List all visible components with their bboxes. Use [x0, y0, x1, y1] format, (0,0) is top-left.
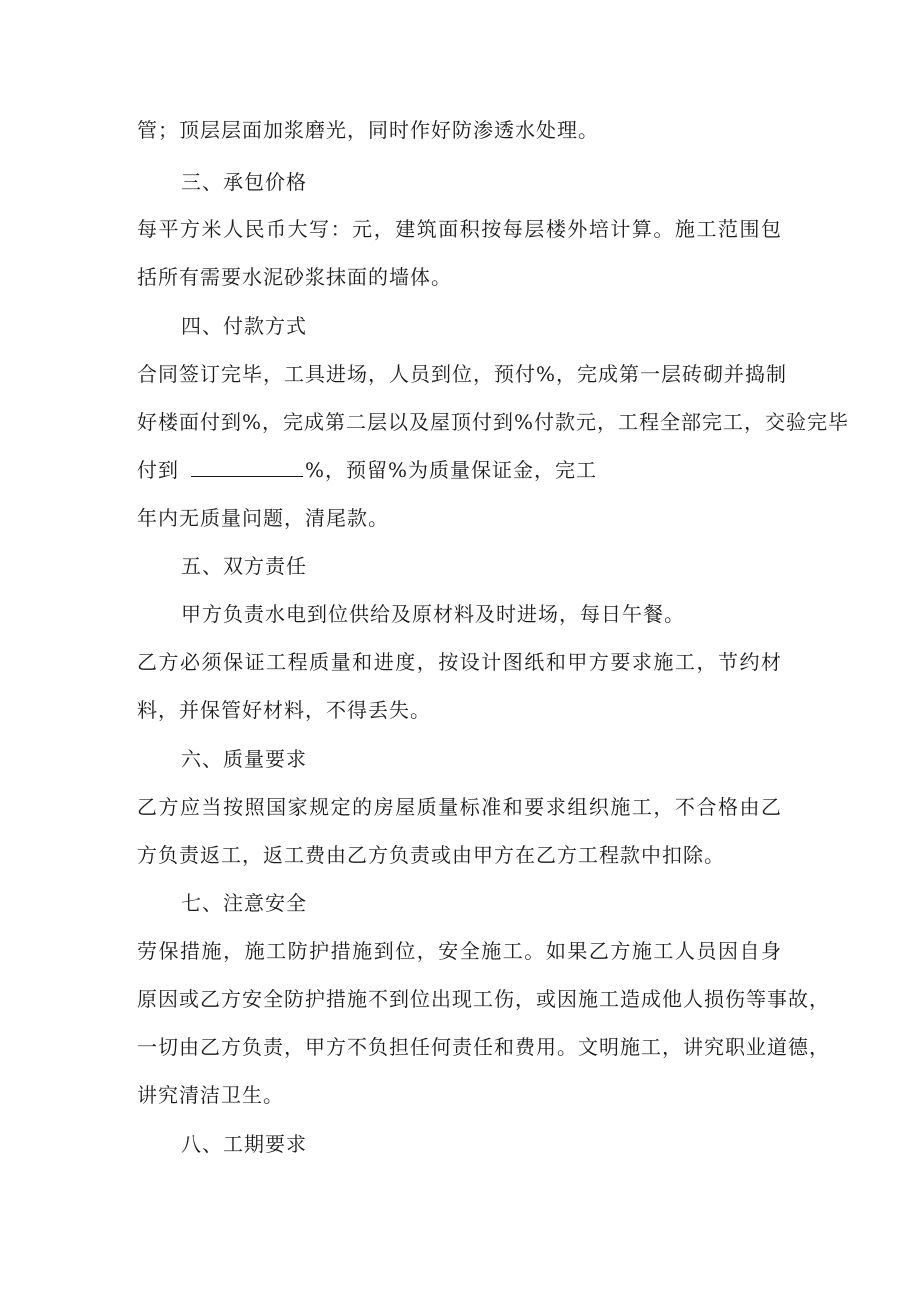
paragraph-line: 每平方米人民币大写：元，建筑面积按每层楼外培计算。施工范围包	[137, 217, 782, 241]
section-heading-schedule: 八、工期要求	[181, 1132, 307, 1156]
paragraph-line: 料，并保管好材料，不得丢失。	[137, 698, 431, 722]
paragraph-line: 括所有需要水泥砂浆抹面的墙体。	[137, 265, 452, 289]
paragraph-line: 合同签订完毕，工具进场，人员到位，预付%，完成第一层砖砌并捣制	[137, 362, 788, 386]
section-heading-responsibilities: 五、双方责任	[181, 554, 307, 578]
payment-suffix: %，预留%为质量保证金，完工	[305, 458, 598, 482]
paragraph-line: 讲究清洁卫生。	[137, 1083, 284, 1107]
paragraph-line: 乙方必须保证工程质量和进度，按设计图纸和甲方要求施工，节约材	[137, 650, 782, 674]
paragraph-line: 原因或乙方安全防护措施不到位出现工伤，或因施工造成他人损伤等事故，	[137, 987, 830, 1011]
paragraph-line: 方负责返工，返工费由乙方负责或由甲方在乙方工程款中扣除。	[137, 843, 725, 867]
section-heading-payment: 四、付款方式	[181, 314, 307, 338]
section-heading-price: 三、承包价格	[181, 170, 307, 194]
paragraph-line: 年内无质量问题，清尾款。	[137, 506, 389, 530]
paragraph-line: 一切由乙方负责，甲方不负担任何责任和费用。文明施工，讲究职业道德，	[137, 1035, 830, 1059]
paragraph-line-with-blank	[137, 456, 597, 484]
paragraph-line: 乙方应当按照国家规定的房屋质量标准和要求组织施工，不合格由乙	[137, 795, 782, 819]
paragraph-line: 劳保措施，施工防护措施到位，安全施工。如果乙方施工人员因自身	[137, 939, 782, 963]
paragraph-line: 管；顶层层面加浆磨光，同时作好防渗透水处理。	[137, 118, 599, 142]
section-heading-quality: 六、质量要求	[181, 747, 307, 771]
payment-prefix: 付到	[137, 458, 179, 482]
section-heading-safety: 七、注意安全	[181, 891, 307, 915]
paragraph-line: 好楼面付到%，完成第二层以及屋顶付到%付款元，工程全部完工，交验完毕	[137, 410, 850, 434]
fill-in-blank	[191, 458, 303, 477]
paragraph-line: 甲方负责水电到位供给及原材料及时进场，每日午餐。	[181, 602, 685, 626]
